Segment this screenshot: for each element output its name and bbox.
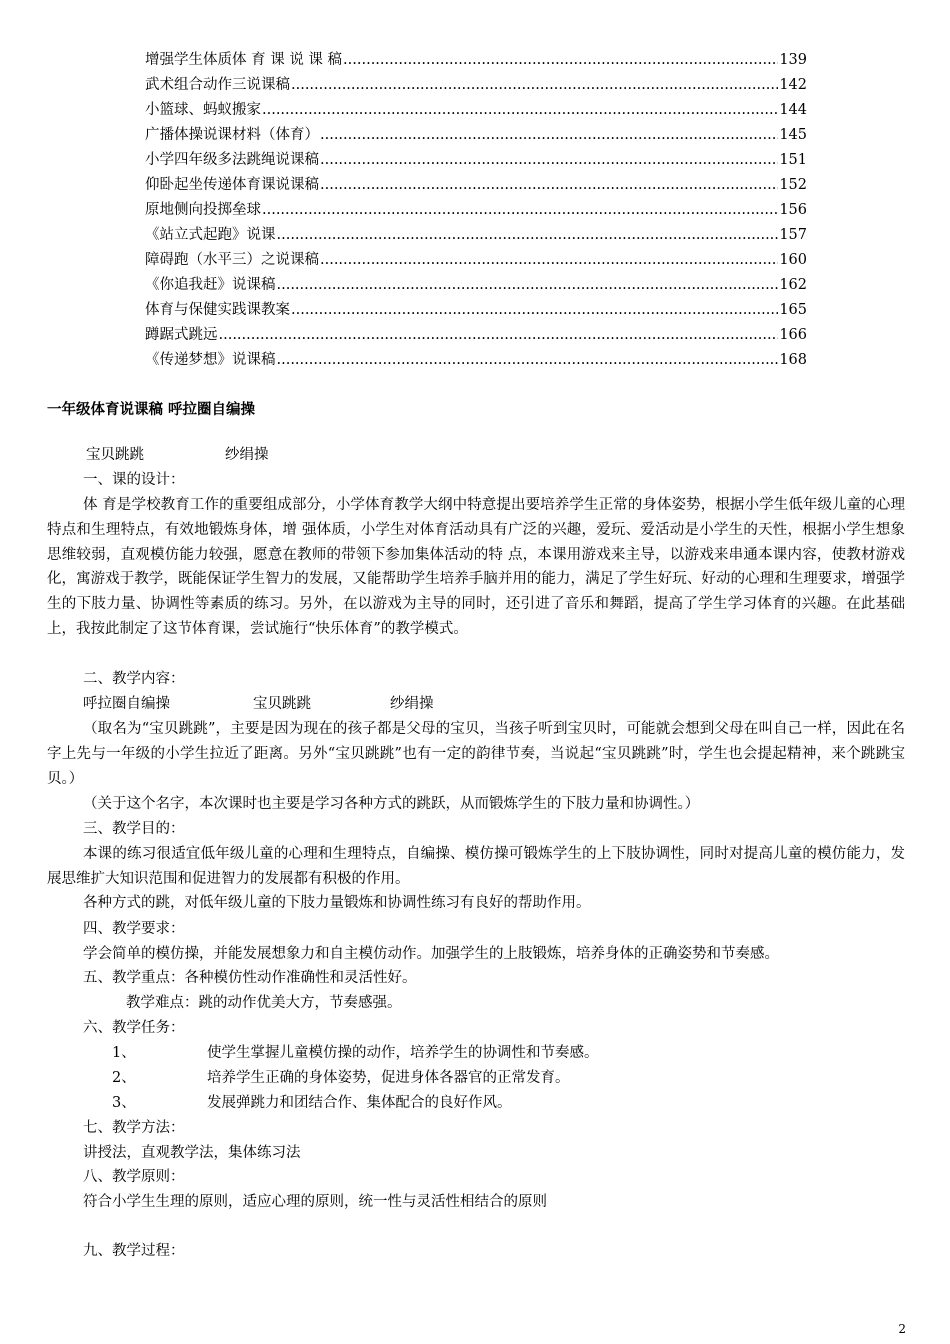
toc-entry-page: 144	[779, 102, 807, 118]
section-2-note-1: （取名为“宝贝跳跳”，主要是因为现在的孩子都是父母的宝贝，当孩子听到宝贝时，可能就会想到父母在叫自己一样，因此在名字上先与一年级的小学生拉近了距离。另外“宝贝跳跳”也有一定的韵律节奏，当说起“宝贝跳跳”时，学生也会提起精神，来个跳跳宝贝。）	[47, 721, 905, 787]
toc-entry[interactable]	[145, 223, 807, 248]
toc-entry-title: 体育与保健实践课教案	[145, 302, 290, 318]
toc-entry[interactable]	[145, 123, 807, 148]
toc-leader-dots	[343, 48, 778, 73]
lesson-heading: 一年级体育说课稿 呼拉圈自编操	[47, 402, 256, 418]
toc-entry[interactable]	[145, 198, 807, 223]
table-of-contents	[145, 48, 807, 373]
toc-leader-dots	[320, 248, 778, 273]
section-3-body-2: 各种方式的跳，对低年级儿童的下肢力量锻炼和协调性练习有良好的帮助作用。	[83, 895, 591, 911]
toc-entry-page: 151	[779, 152, 807, 168]
toc-leader-dots	[320, 148, 778, 173]
toc-entry-title: 仰卧起坐传递体育课说课稿	[145, 177, 319, 193]
toc-leader-dots	[320, 173, 778, 198]
content-item-1: 呼拉圈自编操	[83, 696, 170, 712]
task-text: 发展弹跳力和团结合作、集体配合的良好作风。	[207, 1095, 512, 1111]
toc-entry-title: 蹲踞式跳远	[145, 327, 218, 343]
toc-leader-dots	[291, 73, 778, 98]
section-1-title: 一、课的设计：	[83, 472, 185, 488]
toc-entry[interactable]	[145, 48, 807, 73]
toc-entry-page: 160	[779, 252, 807, 268]
toc-entry[interactable]	[145, 148, 807, 173]
toc-leader-dots	[291, 298, 778, 323]
section-8-title: 八、教学原则：	[83, 1169, 185, 1185]
content-item-3: 纱绢操	[390, 696, 434, 712]
toc-entry-title: 《传递梦想》说课稿	[145, 352, 276, 368]
toc-entry-page: 165	[779, 302, 807, 318]
toc-entry-title: 武术组合动作三说课稿	[145, 77, 290, 93]
toc-entry[interactable]	[145, 173, 807, 198]
toc-entry-page: 168	[779, 352, 807, 368]
section-2-note-2: （关于这个名字，本次课时也主要是学习各种方式的跳跃，从而锻炼学生的下肢力量和协调性。）	[83, 796, 700, 812]
task-number: 1、	[112, 1045, 136, 1061]
toc-leader-dots	[277, 223, 779, 248]
task-text: 培养学生正确的身体姿势，促进身体各器官的正常发育。	[207, 1070, 570, 1086]
toc-entry-page: 152	[779, 177, 807, 193]
toc-entry-title: 原地侧向投掷垒球	[145, 202, 261, 218]
toc-leader-dots	[219, 323, 779, 348]
toc-entry-title: 小学四年级多法跳绳说课稿	[145, 152, 319, 168]
section-5-line: 五、教学重点：各种模仿性动作准确性和灵活性好。	[83, 970, 417, 986]
toc-entry[interactable]	[145, 73, 807, 98]
toc-entry[interactable]	[145, 98, 807, 123]
subtitle-a: 宝贝跳跳	[86, 447, 144, 463]
toc-entry-page: 157	[779, 227, 807, 243]
toc-entry[interactable]	[145, 323, 807, 348]
section-9-title: 九、教学过程：	[83, 1243, 185, 1259]
section-6-title: 六、教学任务：	[83, 1020, 185, 1036]
toc-entry-page: 162	[779, 277, 807, 293]
toc-entry-page: 142	[779, 77, 807, 93]
toc-entry-page: 145	[779, 127, 807, 143]
toc-entry-page: 156	[779, 202, 807, 218]
section-7-title: 七、教学方法：	[83, 1120, 185, 1136]
toc-leader-dots	[262, 198, 778, 223]
toc-entry[interactable]	[145, 348, 807, 373]
section-2-title: 二、教学内容：	[83, 671, 185, 687]
toc-entry-page: 139	[779, 52, 807, 68]
toc-entry-page: 166	[779, 327, 807, 343]
section-3-body-1: 本课的练习很适宜低年级儿童的心理和生理特点，自编操、模仿操可锻炼学生的上下肢协调性，同时对提高儿童的模仿能力，发展思维扩大知识范围和促进智力的发展都有积极的作用。	[47, 846, 905, 887]
section-4-title: 四、教学要求：	[83, 921, 185, 937]
task-number: 3、	[112, 1095, 136, 1111]
toc-leader-dots	[277, 273, 779, 298]
toc-entry[interactable]	[145, 273, 807, 298]
toc-entry[interactable]	[145, 248, 807, 273]
toc-entry-title: 增强学生体质体 育 课 说 课 稿	[145, 52, 343, 68]
page-number: 2	[898, 1322, 906, 1336]
content-item-2: 宝贝跳跳	[253, 696, 311, 712]
section-4-body: 学会简单的模仿操，并能发展想象力和自主模仿动作。加强学生的上肢锻炼，培养身体的正确姿势和节奏感。	[83, 946, 779, 962]
toc-entry-title: 小篮球、蚂蚁搬家	[145, 102, 261, 118]
toc-entry-title: 障碍跑（水平三）之说课稿	[145, 252, 319, 268]
task-number: 2、	[112, 1070, 136, 1086]
section-5-difficulty: 教学难点：跳的动作优美大方，节奏感强。	[126, 995, 402, 1011]
subtitle-b: 纱绢操	[225, 447, 269, 463]
toc-leader-dots	[262, 98, 778, 123]
section-8-body: 符合小学生生理的原则，适应心理的原则，统一性与灵活性相结合的原则	[83, 1194, 547, 1210]
section-7-body: 讲授法，直观教学法，集体练习法	[83, 1145, 301, 1161]
toc-entry-title: 《站立式起跑》说课	[145, 227, 276, 243]
toc-leader-dots	[320, 123, 778, 148]
section-1-body: 体 育是学校教育工作的重要组成部分，小学体育教学大纲中特意提出要培养学生正常的身体姿势，根据小学生低年级儿童的心理特点和生理特点，有效地锻炼身体，增 强体质，小学生对体育活动具有广泛的兴趣，爱玩、爱活动是小学生的天性，根据小学生想象思维较弱，直观模仿能力较强，愿意在教师的带领下参加集体活动的特 点，本课用游戏来主导，以游戏来串通本课内容，使教材游戏化，寓游戏于教学，既能保证学生智力的发展，又能帮助学生培养手脑并用的能力，满足了学生好玩、好动的心理和生理要求，增强学生的下肢力量、协调性等素质的练习。另外，在以游戏为主导的同时，还引进了音乐和舞蹈，提高了学生学习体育的兴趣。在此基础 上，我按此制定了这节体育课，尝试施行“快乐体育”的教学模式。	[47, 497, 905, 637]
toc-entry-title: 广播体操说课材料（体育）	[145, 127, 319, 143]
task-text: 使学生掌握儿童模仿操的动作，培养学生的协调性和节奏感。	[207, 1045, 599, 1061]
section-3-title: 三、教学目的：	[83, 821, 185, 837]
toc-entry-title: 《你追我赶》说课稿	[145, 277, 276, 293]
toc-leader-dots	[277, 348, 779, 373]
toc-entry[interactable]	[145, 298, 807, 323]
